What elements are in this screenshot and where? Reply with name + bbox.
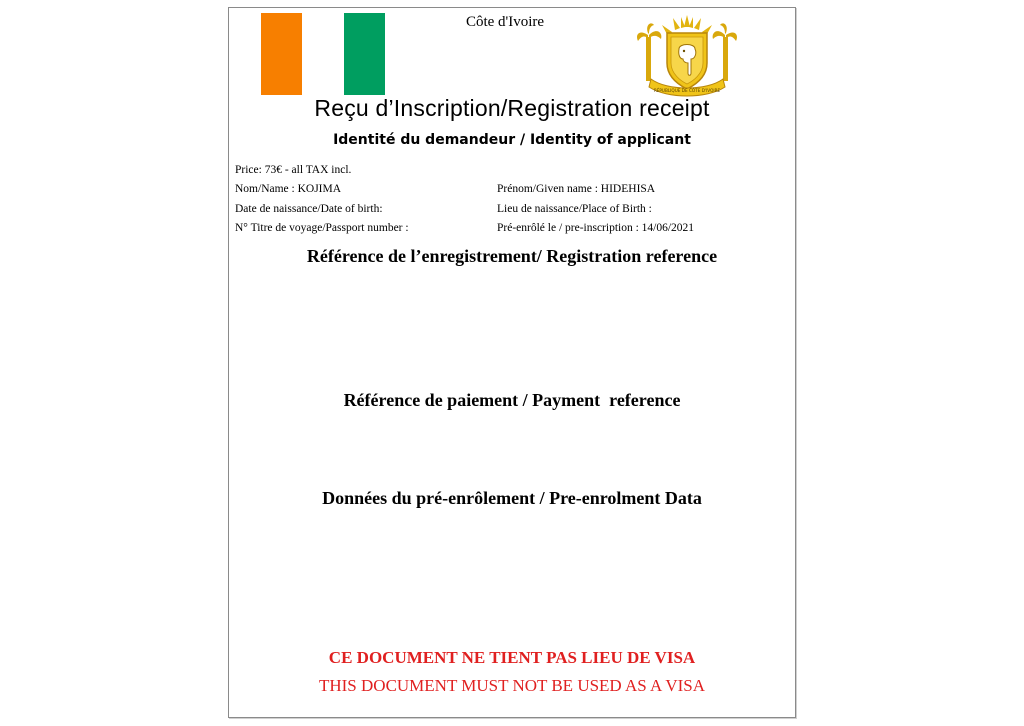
receipt-document [228, 7, 796, 718]
document-title: Reçu d’Inscription/Registration receipt [314, 95, 710, 121]
pre-inscription-date-line: Pré-enrôlé le / pre-inscription : 14/06/2021 [497, 222, 695, 234]
svg-text:RÉPUBLIQUE DE CÔTE D'IVOIRE: RÉPUBLIQUE DE CÔTE D'IVOIRE [653, 88, 721, 93]
registration-reference-heading: Référence de l’enregistrement/ Registration reference [306, 246, 718, 266]
country-name: Côte d'Ivoire [465, 14, 545, 30]
place-of-birth-line: Lieu de naissance/Place of Birth : [497, 203, 652, 215]
applicant-section-heading: Identité du demandeur / Identity of applicant [333, 132, 691, 148]
visa-warning-french: CE DOCUMENT NE TIENT PAS LIEU DE VISA [328, 648, 696, 667]
price-line: Price: 73€ - all TAX incl. [235, 164, 352, 176]
coat-of-arms-icon [637, 11, 737, 99]
payment-reference-heading: Référence de paiement / Payment reference [343, 390, 681, 410]
given-name-line: Prénom/Given name : HIDEHISA [497, 183, 656, 195]
date-of-birth-line: Date de naissance/Date of birth: [235, 203, 383, 215]
passport-number-line: N° Titre de voyage/Passport number : [235, 222, 409, 234]
surname-line: Nom/Name : KOJIMA [235, 183, 342, 195]
visa-warning-english: THIS DOCUMENT MUST NOT BE USED AS A VISA [318, 676, 706, 695]
pre-enrolment-data-heading: Données du pré-enrôlement / Pre-enrolment Data [322, 488, 702, 508]
